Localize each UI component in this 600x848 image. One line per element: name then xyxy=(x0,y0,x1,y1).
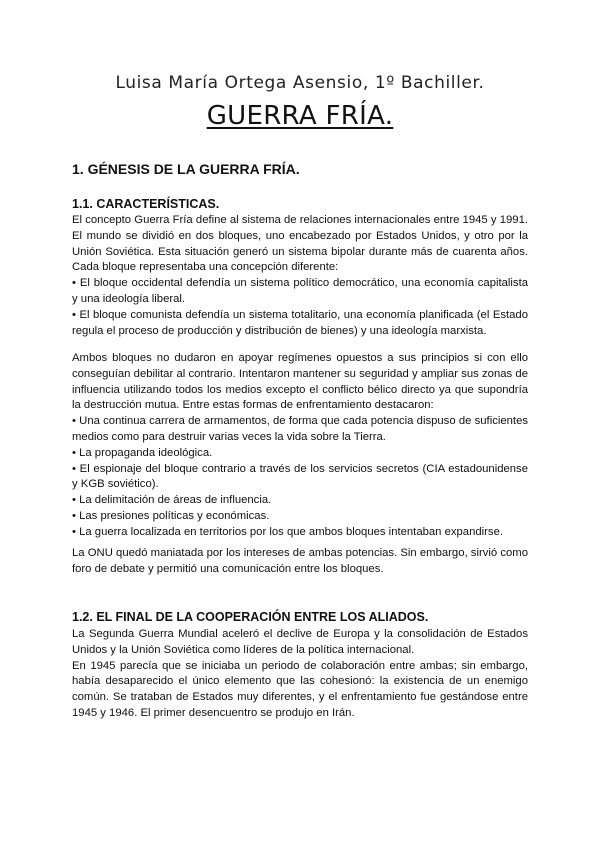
subsection-heading-final-cooperacion: 1.2. EL FINAL DE LA COOPERACIÓN ENTRE LOS ALIADOS. xyxy=(72,610,429,624)
intro-paragraph: El concepto Guerra Fría define al sistema de relaciones internacionales entre 1945 y 1991. El mundo se dividió en dos bloques, uno encabezado por Estados Unidos, y otro por la Unión Soviética. Esta situación generó un sistema bipolar durante más de cuarenta años. Cada bloque representaba una concepción diferente: xyxy=(72,214,528,274)
form-list-item: • El espionaje del bloque contrario a través de los servicios secretos (CIA estadounidense y KGB soviético). xyxy=(72,462,528,491)
caracteristicas-intro-block xyxy=(72,213,528,339)
bloc-list-item: • El bloque occidental defendía un sistema político democrático, una economía capitalista y una ideología liberal. xyxy=(72,277,528,305)
onu-block xyxy=(72,546,528,578)
form-list-item: • Las presiones políticas y económicas. xyxy=(72,509,270,522)
author-line: Luisa María Ortega Asensio, 1º Bachiller. xyxy=(115,73,485,93)
form-list-item: • La guerra localizada en territorios por los que ambos bloques intentaban expandirse. xyxy=(72,525,503,538)
onu-paragraph: La ONU quedó maniatada por los intereses de ambas potencias. Sin embargo, sirvió como foro de debate y permitió una comunicación entre los bloques. xyxy=(72,547,528,575)
bloc-list-item: • El bloque comunista defendía un sistema totalitario, una economía planificada (el Estado regula el proceso de producción y distribución de bienes) y una ideología marxista. xyxy=(72,308,528,337)
form-list-item: • La delimitación de áreas de influencia. xyxy=(72,494,272,507)
form-list-item: • La propaganda ideológica. xyxy=(72,446,213,459)
section-heading: 1. GÉNESIS DE LA GUERRA FRÍA. xyxy=(72,161,300,177)
cooperacion-paragraph-2: En 1945 parecía que se iniciaba un periodo de colaboración entre ambas; sin embargo, había desaparecido el único elemento que las cohesionó: la existencia de un enemigo común. Se trataban de Estados muy diferentes, y el enfrentamiento fue gestándose entre 1945 y 1946. El primer desencuentro se produjo en Irán. xyxy=(72,659,528,719)
subsection-heading-caracteristicas: 1.1. CARACTERÍSTICAS. xyxy=(72,197,220,211)
final-cooperacion-block xyxy=(72,627,528,722)
form-list-item: • Una continua carrera de armamentos, de forma que cada potencia dispuso de suficientes medios como para destruir varias veces la vida sobre la Tierra. xyxy=(72,415,528,443)
document-title: GUERRA FRÍA. xyxy=(206,101,394,131)
enfrentamiento-paragraph: Ambos bloques no dudaron en apoyar regímenes opuestos a sus principios si con ello conseguían debilitar al contrario. Intentaron mantener su seguridad y ampliar sus zonas de influencia utilizando todos los medios excepto el conflicto bélico directo ya que supondría la destrucción mutua. Entre estas formas de enfrentamiento destacaron: xyxy=(72,352,528,412)
cooperacion-paragraph-1: La Segunda Guerra Mundial aceleró el declive de Europa y la consolidación de Estados Unidos y la Unión Soviética como líderes de la política internacional. xyxy=(72,628,528,656)
enfrentamiento-block xyxy=(72,351,528,541)
